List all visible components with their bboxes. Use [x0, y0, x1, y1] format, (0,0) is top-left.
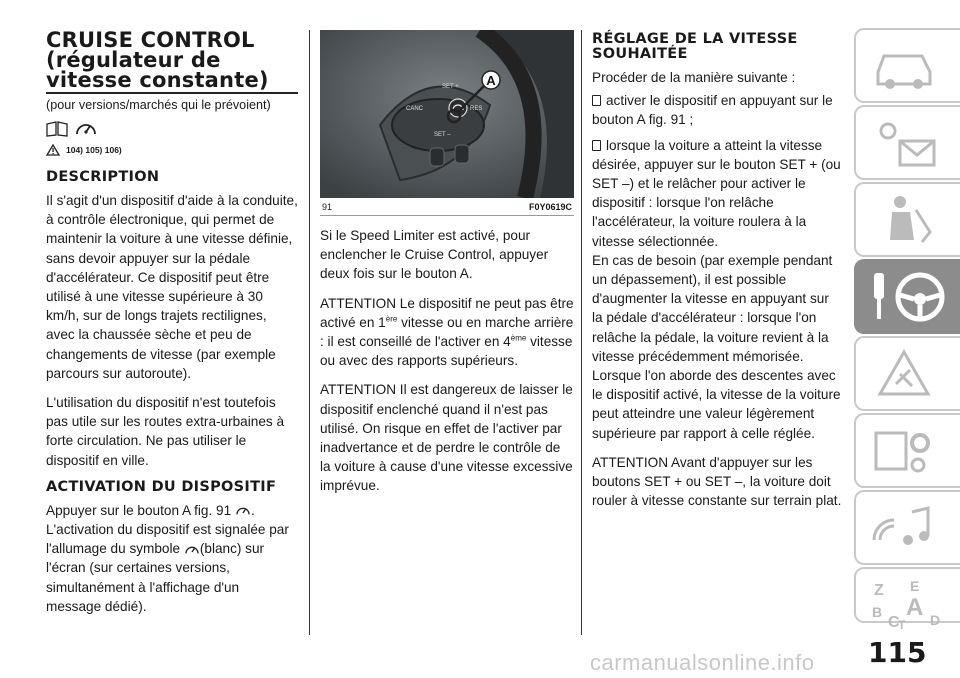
steering-wheel-photo [320, 30, 574, 198]
index-letter-t: T [898, 618, 906, 631]
icons-row [46, 120, 298, 138]
warning-triangle-icon [46, 144, 60, 156]
maintenance-icon [870, 423, 940, 479]
step-1 [592, 91, 842, 129]
safety-airbag-icon [870, 192, 940, 248]
heading-speed-setting [592, 32, 842, 62]
column-middle [320, 30, 574, 506]
cruise-control-icon [235, 505, 251, 517]
index-letter-d: D [930, 612, 941, 628]
chapter-tabs [854, 0, 960, 678]
starting-driving-icon [870, 269, 950, 329]
title-line-1: CRUISE CONTROL [46, 28, 255, 52]
attention-danger: ATTENTION Il est dangereux de laisser le dispositif enclenché quand il n'est pas utilisé. On risque en effet de l'activer par inadvertance et de perdre le contrôle de la voiture à cause d'une vitesse excessive imprévue. [320, 382, 573, 494]
book-reference-icon [46, 121, 68, 137]
tab-multimedia[interactable] [854, 490, 960, 565]
watermark: carmanualsonline.info [590, 650, 815, 675]
heading-line-2: SOUHAITÉE [592, 46, 688, 62]
activation-text-2: . L'activation du dispositif est signalée par l'allumage du symbole [46, 502, 289, 557]
index-icon [870, 577, 946, 631]
emergency-icon [870, 346, 940, 402]
index-letter-z: Z [874, 582, 884, 599]
multimedia-icon [870, 500, 940, 556]
step-2 [592, 136, 842, 251]
tab-emergency[interactable] [854, 336, 960, 411]
attention-gear-text-3: vitesse ou avec des rapports supérieurs. [320, 334, 573, 369]
checkbox-bullet-icon [592, 140, 601, 151]
title-line-3: vitesse constante) [46, 68, 269, 92]
cruise-control-icon [74, 120, 98, 138]
superscript-eme: ème [510, 333, 527, 343]
figure-caption [320, 198, 574, 216]
index-letter-c: C [888, 614, 900, 631]
index-letter-b: B [872, 604, 883, 620]
index-letter-e: E [910, 578, 920, 594]
button-canc-label: CANC [406, 106, 424, 112]
cruise-control-icon [184, 544, 200, 556]
index-letter-a: A [906, 594, 924, 621]
column-divider [309, 30, 310, 635]
paragraph-overtake: En cas de besoin (par exemple pendant un dépassement), il est possible d'augmenter la vitesse en appuyant sur la pédale d'accélérateur : lorsque l'on relâche la pédale, la voiture revient à la vitesse précédemment mémorisée. Lorsque l'on aborde des descentes avec le dispositif activé, la vitesse de la voiture peut atteindre une valeur légèrement supérieure par rapport à celle réglée. [592, 252, 841, 441]
paragraph-description: Il s'agit d'un dispositif d'aide à la conduite, à contrôle électronique, qui permet de maintenir la voiture à une vitesse définie, sans devoir appuyer sur la pédale d'accélérateur. Ce dispositif peut être utilisé à une vitesse supérieure à 30 km/h, sur de longs trajets rectilignes, avec la chaussée sèche et peu de changements de vitesse (par exemple parcours sur autoroute). [46, 193, 298, 381]
figure-label-a: A [486, 73, 496, 88]
column-right [592, 30, 842, 520]
heading-activation: ACTIVATION DU DISPOSITIF [46, 478, 277, 495]
heading-description: DESCRIPTION [46, 169, 160, 185]
column-divider [581, 30, 582, 635]
checkbox-bullet-icon [592, 95, 601, 106]
attention-gear-text-1: ATTENTION Le dispositif ne peut pas être activé en 1 [320, 295, 574, 330]
warning-references [46, 144, 298, 156]
car-overview-icon [870, 38, 940, 94]
column-left [46, 30, 298, 626]
paragraph-usage: L'utilisation du dispositif n'est toutefois pas utile sur les routes extra-urbaines à forte circulation. Ne pas utiliser le dispositif en ville. [46, 395, 285, 468]
activation-text-3: (blanc) sur l'écran (sur certaines versions, simultanément à l'affichage d'un message dédié). [46, 541, 265, 614]
refs-text: 104) 105) 106) [66, 145, 122, 155]
step-2-text: lorsque la voiture a atteint la vitesse désirée, appuyer sur le bouton SET + (ou SET –) et le relâcher pour activer le dispositif : lorsque l'on relâche l'accélérateur, la voiture roulera à la vitesse sélectionnée. [592, 137, 841, 249]
paragraph-activation [46, 501, 298, 616]
activation-text-1: Appuyer sur le bouton A fig. 91 [46, 502, 232, 518]
title-line-2: (régulateur de [46, 48, 221, 72]
figure-number: 91 [322, 202, 333, 212]
attention-gear-text-2: vitesse ou en marche arrière : il est conseillé de l'activer en 4 [320, 314, 574, 350]
title-underline [46, 92, 298, 94]
tab-car-overview[interactable] [854, 28, 960, 103]
button-set-minus-label: SET – [434, 132, 451, 138]
tab-index[interactable] [854, 567, 960, 631]
tab-starting-driving[interactable] [854, 259, 960, 334]
heading-line-1: RÉGLAGE DE LA VITESSE [592, 31, 798, 47]
tab-safety[interactable] [854, 182, 960, 257]
button-set-plus-label: SET + [442, 84, 459, 90]
page-number: 115 [868, 636, 927, 669]
paragraph-speed-limiter: Si le Speed Limiter est activé, pour enclencher le Cruise Control, appuyer deux fois sur le bouton A. [320, 228, 549, 282]
tab-warning-lights[interactable] [854, 105, 960, 180]
attention-set-buttons: ATTENTION Avant d'appuyer sur les boutons SET + ou SET –, la voiture doit rouler à vitesse constante sur terrain plat. [592, 454, 842, 509]
superscript-ere: ère [385, 314, 398, 324]
attention-gear [320, 294, 574, 371]
button-res-label: RES [470, 106, 483, 112]
steering-wheel-figure [320, 30, 574, 198]
tab-maintenance[interactable] [854, 413, 960, 488]
warning-lights-icon [870, 115, 940, 171]
intro-text: Procéder de la manière suivante : [592, 70, 796, 85]
figure-code: F0Y0619C [528, 202, 572, 212]
subtitle: (pour versions/marchés qui le prévoient) [46, 98, 271, 112]
step-1-text: activer le dispositif en appuyant sur le bouton A fig. 91 ; [592, 93, 833, 128]
section-title [46, 30, 298, 90]
